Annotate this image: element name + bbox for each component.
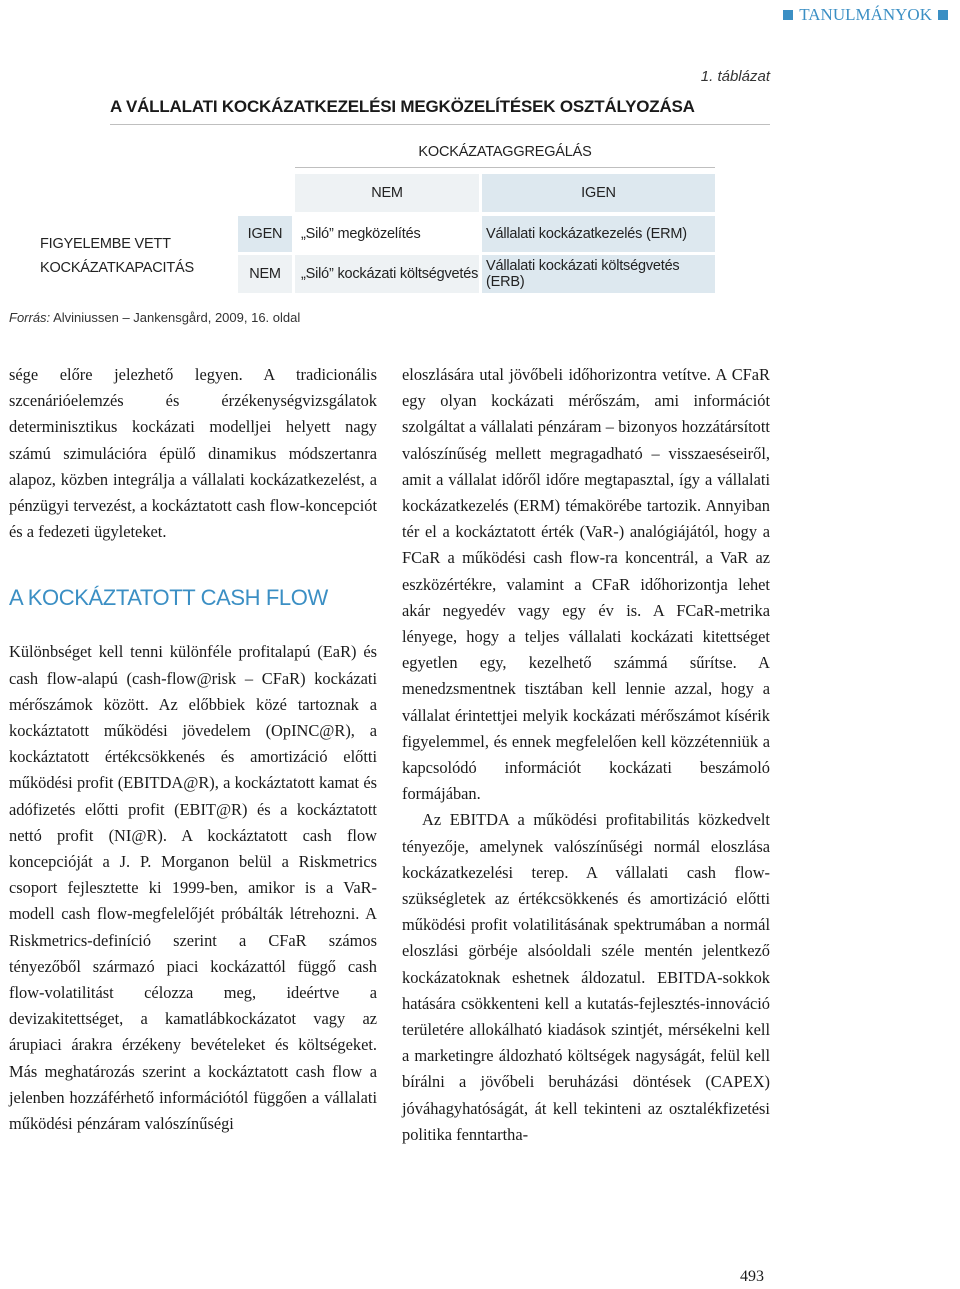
paragraph: Különbséget kell tenni különféle profitalapú (EaR) és cash flow-alapú (cash-flow@risk – CFaR) kockázati mérőszámok között. Az előbbiek közé tartoznak a kockáztatott működési jövedelem (OpINC@R), a kockáztatott értékcsökkenés és amortizáció előtti működési profit (EBITDA@R), a kockáztatott kamat és adófizetés előtti profit (EBIT@R) és a kockáztatott nettó profit (NI@R). A kockáztatott cash flow koncepcióját a J. P. Morganon belül a Riskmetrics csoport fejlesztette ki 1999-ben, amikor is a VaR-modell cash flow-megfelelőjét próbálták létrehozni. A Riskmetrics-definíció szerint a CFaR számos tényezőből származó piaci kockázattól függő cash flow-volatilitást célozza meg, ideértve a devizakitettséget, a kamatlábkockázatot vagy az árupiaci árakra érzékeny bevételeket és költségeket. Más meghatározás szerint a kockáztatott cash flow a jelenben hozzáférhető információtól függően a vállalati működési pénzáram valószínűségi [9,642,377,1134]
square-bullet-icon [783,10,793,20]
paragraph: Az EBITDA a működési profitabilitás közkedvelt tényezője, amelynek valószínűségi normál eloszlása kockázatkezelési terep. A vállalati cash flow-szükségletek az értékcsökkenés és amortizáció előtti működési profit volatilitásának spektrumában a normál eloszlási görbéje alsóoldali széle mentén jelentkező kockázatoknak eshetnek áldozatul. EBITDA-sokkok hatására csökkenteni kell a kutatás-fejlesztés-innováció területére allokálható kiadások szintjét, mérsékelni kell a marketingre áldozható költségek nagyságát, felül kell bírálni a jövőbeli beruházási döntések (CAPEX) jóváhagyhatóságát, át kell tekinteni az osztalékfizetési politika fenntartha- [402,810,770,1144]
right-text-column [402,362,770,1148]
row-header-nem: NEM [238,255,292,293]
paragraph: sége előre jelezhető legyen. A tradicionális szcenárióelemzés és érzékenységvizsgálatok determinisztikus kockázati modelljei helyett nagy számú szimulációra épülő dinamikus módszertanra alapoz, közben integrálja a vállalati kockázatkezelést, a pénzügyi tervezést, a kockáztatott cash flow-koncepciót és a fedezeti ügyleteket. [9,365,377,542]
column-header-igen: IGEN [482,174,715,212]
title-divider [110,124,770,125]
square-bullet-icon [938,10,948,20]
table-cell: Vállalati kockázatkezelés (ERM) [482,216,715,252]
paragraph: eloszlására utal jövőbeli időhorizontra vetítve. A CFaR egy olyan kockázati mérőszám, ami információt szolgáltat a vállalati pénzáram – bizonyos hozzátársított valószínűség mellett megragadható – visszaeséseiről, amit a vállalat időről időre megtapasztal, így a vállalati kockázatkezelés (ERM) témakörébe tartozik. Annyiban tér el a kockáztatott érték (VaR-) analógiájától, hogy a FCaR a működési cash flow-ra koncentrál, a VaR az eszközértékre, valamint a CFaR időhorizontja lehet akár negyedév vagy egy év is. A FCaR-metrika lényege, hogy a teljes vállalati kockázati kitettséget egyetlen egy, kezelhető számmá sűrítse. A menedzsmentnek tisztában kell lennie azzal, hogy a vállalat érintettjei melyik kockázati mérőszámot kísérik figyelemmel, és ennek megfelelően kell közzétenniük a kapcsolódó információt kockázati beszámoló formájában. [402,365,770,804]
table-title: A VÁLLALATI KOCKÁZATKEZELÉSI MEGKÖZELÍTÉSEK OSZTÁLYOZÁSA [110,97,695,116]
section-heading: A KOCKÁZTATOTT CASH FLOW [9,585,328,611]
column-group-header: KOCKÁZATAGGREGÁLÁS [418,144,592,160]
source-text: Alviniussen – Jankensgård, 2009, 16. oldal [53,310,301,325]
table-number: 1. táblázat [700,68,770,85]
row-group-header: FIGYELEMBE VETT KOCKÁZATKAPACITÁS [40,236,194,276]
row-header-igen: IGEN [238,216,292,252]
left-text-column [9,362,377,1137]
section-tag [783,6,948,24]
table-cell: Vállalati kockázati költségvetés (ERB) [482,255,715,293]
column-group-divider [295,167,715,168]
page-number: 493 [740,1268,764,1285]
table-cell: „Siló” megközelítés [301,226,421,242]
table-cell: „Siló” kockázati költségvetés [295,255,479,293]
table-source [9,310,300,325]
source-label: Forrás: [9,310,51,325]
column-header-nem: NEM [295,174,479,212]
section-name: TANULMÁNYOK [799,5,932,24]
